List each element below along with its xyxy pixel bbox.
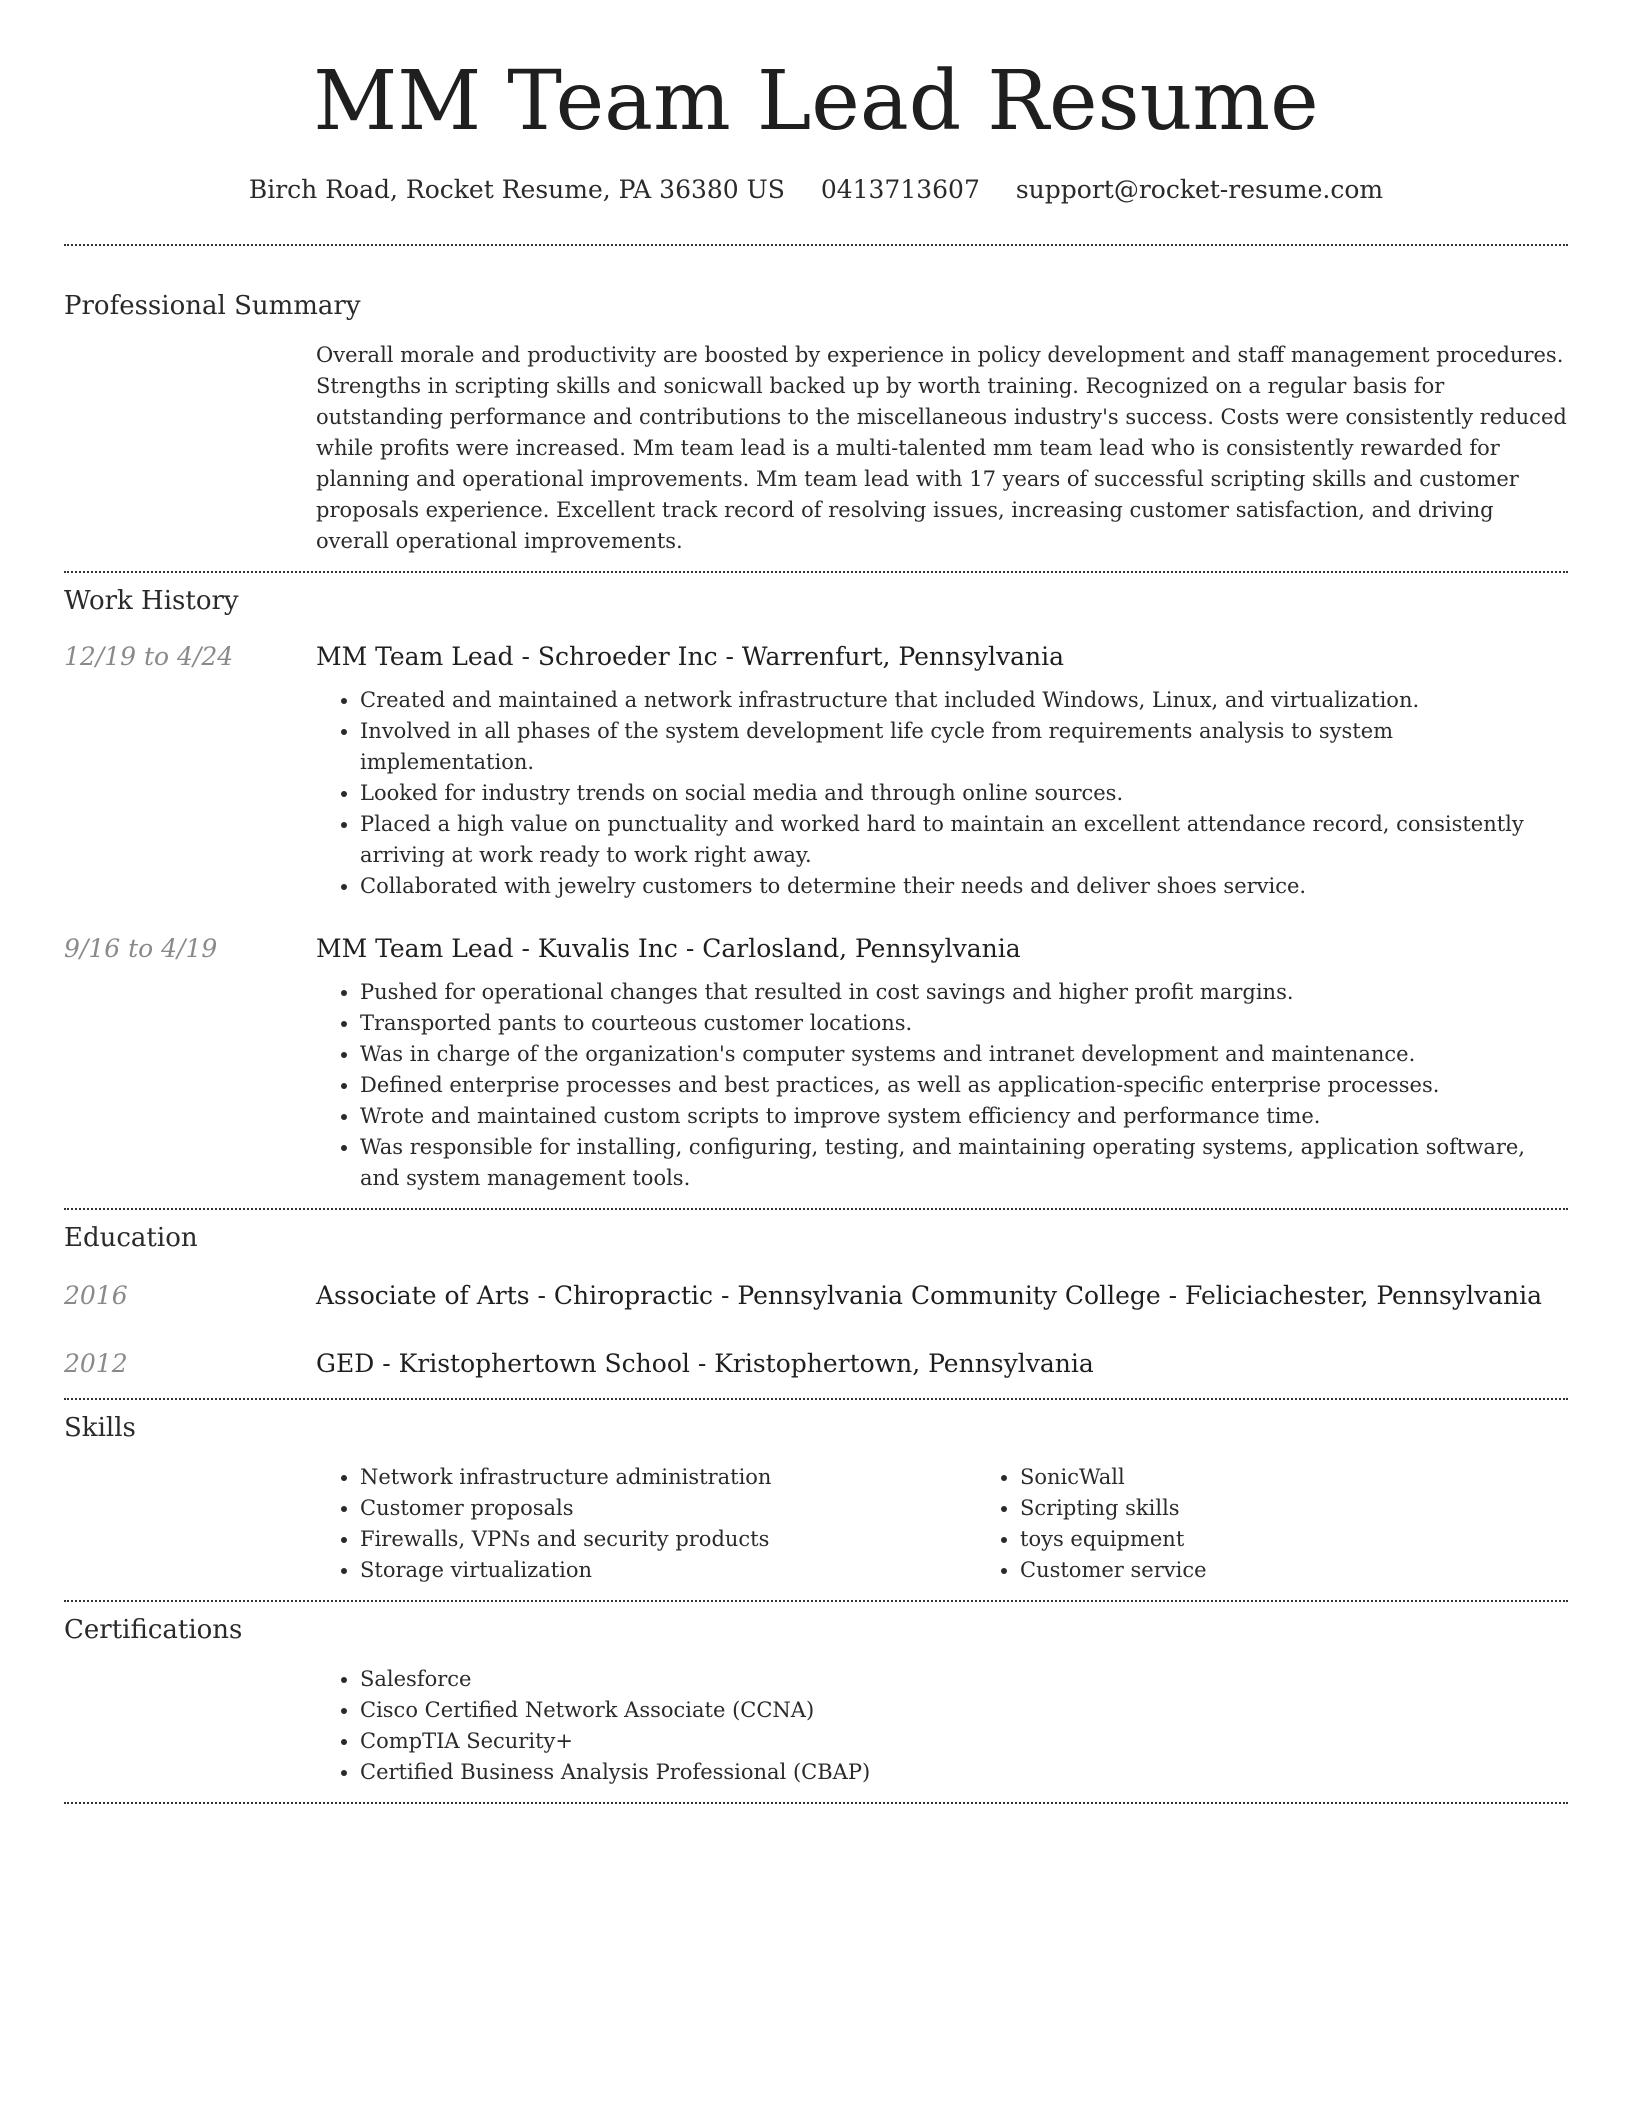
job-dates: 12/19 to 4/24 — [64, 642, 234, 671]
job-bullets — [316, 685, 1568, 902]
summary-left-spacer — [64, 340, 316, 557]
contact-email: support@rocket-resume.com — [1015, 175, 1384, 204]
skill-item: • SonicWall — [1020, 1462, 1632, 1493]
job-bullet: • Pushed for operational changes that resulted in cost savings and higher profit margins. — [360, 977, 1568, 1008]
summary-body — [316, 340, 1568, 557]
job-bullet: • Transported pants to courteous customer locations. — [360, 1008, 1568, 1039]
divider — [64, 1208, 1568, 1210]
job-bullet: • Wrote and maintained custom scripts to improve system efficiency and performance time. — [360, 1101, 1568, 1132]
job-bullets — [316, 977, 1568, 1194]
contact-line — [64, 170, 1568, 210]
skill-item: • Customer proposals — [360, 1493, 976, 1524]
contact-phone: 0413713607 — [820, 175, 980, 204]
summary-section — [64, 286, 1568, 571]
job-bullet: • Created and maintained a network infrastructure that included Windows, Linux, and virtualization. — [360, 685, 1568, 716]
divider — [64, 1398, 1568, 1400]
education-degree: GED - Kristophertown School - Kristophertown, Pennsylvania — [316, 1349, 1094, 1378]
job-bullet: • Involved in all phases of the system development life cycle from requirements analysis to system implementation. — [360, 716, 1568, 778]
resume-title: MM Team Lead Resume — [313, 54, 1319, 149]
education-entry — [64, 1344, 1568, 1398]
certifications-body — [316, 1664, 1568, 1788]
skill-item: • Storage virtualization — [360, 1555, 976, 1586]
certification-item: • Salesforce — [360, 1664, 1568, 1695]
skill-item: • toys equipment — [1020, 1524, 1632, 1555]
job-dates: 9/16 to 4/19 — [64, 934, 218, 963]
certifications-heading: Certifications — [64, 1615, 243, 1645]
divider — [64, 571, 1568, 573]
skills-row — [64, 1462, 1568, 1600]
job-entry — [64, 929, 1568, 1208]
divider — [64, 1802, 1568, 1804]
summary-heading: Professional Summary — [64, 291, 361, 321]
certification-item: • CompTIA Security+ — [360, 1726, 1568, 1757]
skills-list-right — [976, 1462, 1632, 1586]
summary-row — [64, 340, 1568, 571]
job-bullet: • Looked for industry trends on social media and through online sources. — [360, 778, 1568, 809]
education-degree: Associate of Arts - Chiropractic - Pennsylvania Community College - Feliciachester, Pennsylvania — [316, 1281, 1543, 1310]
education-heading: Education — [64, 1223, 198, 1253]
job-bullet: • Was responsible for installing, configuring, testing, and maintaining operating systems, application software, and system management tools. — [360, 1132, 1568, 1194]
job-heading: MM Team Lead - Schroeder Inc - Warrenfurt, Pennsylvania — [316, 642, 1065, 671]
certification-item: • Cisco Certified Network Associate (CCNA) — [360, 1695, 1568, 1726]
job-body — [316, 929, 1568, 1194]
education-year: 2016 — [64, 1281, 128, 1310]
certifications-row — [64, 1664, 1568, 1802]
work-section — [64, 581, 1568, 1208]
education-entry — [64, 1276, 1568, 1316]
certifications-list — [316, 1664, 1568, 1788]
job-bullet: • Placed a high value on punctuality and worked hard to maintain an excellent attendance record, consistently arriving at work ready to work right away. — [360, 809, 1568, 871]
job-bullet: • Collaborated with jewelry customers to determine their needs and deliver shoes service. — [360, 871, 1568, 902]
job-body — [316, 637, 1568, 902]
certifications-section — [64, 1610, 1568, 1802]
divider — [64, 1600, 1568, 1602]
skill-item: • Customer service — [1020, 1555, 1632, 1586]
job-heading: MM Team Lead - Kuvalis Inc - Carlosland, Pennsylvania — [316, 934, 1021, 963]
divider — [64, 244, 1568, 246]
education-section — [64, 1218, 1568, 1398]
skills-section — [64, 1408, 1568, 1600]
job-bullet: • Defined enterprise processes and best practices, as well as application-specific enterprise processes. — [360, 1070, 1568, 1101]
work-heading: Work History — [64, 586, 239, 616]
contact-address: Birch Road, Rocket Resume, PA 36380 US — [248, 175, 785, 204]
certification-item: • Certified Business Analysis Professional (CBAP) — [360, 1757, 1568, 1788]
job-bullet: • Was in charge of the organization's computer systems and intranet development and maintenance. — [360, 1039, 1568, 1070]
skills-heading: Skills — [64, 1413, 136, 1443]
summary-text: Overall morale and productivity are boosted by experience in policy development and staff management procedures. Strengths in scripting skills and sonicwall backed up by worth training. Recognized on a regular basis for outstanding performance and contributions to the miscellaneous industry's success. Costs were consistently reduced while profits were increased. Mm team lead is a multi-talented mm team lead who is consistently rewarded for planning and operational improvements. Mm team lead with 17 years of successful scripting skills and customer proposals experience. Excellent track record of resolving issues, increasing customer satisfaction, and driving overall operational improvements. — [316, 343, 1567, 553]
job-entry — [64, 637, 1568, 902]
skill-item: • Scripting skills — [1020, 1493, 1632, 1524]
skills-grid — [316, 1462, 1632, 1586]
skill-item: • Firewalls, VPNs and security products — [360, 1524, 976, 1555]
education-year: 2012 — [64, 1349, 128, 1378]
education-body — [316, 1276, 1568, 1316]
skills-left-spacer — [64, 1462, 316, 1586]
skill-item: • Network infrastructure administration — [360, 1462, 976, 1493]
skills-list-left — [316, 1462, 976, 1586]
certifications-left-spacer — [64, 1664, 316, 1788]
education-body — [316, 1344, 1568, 1384]
